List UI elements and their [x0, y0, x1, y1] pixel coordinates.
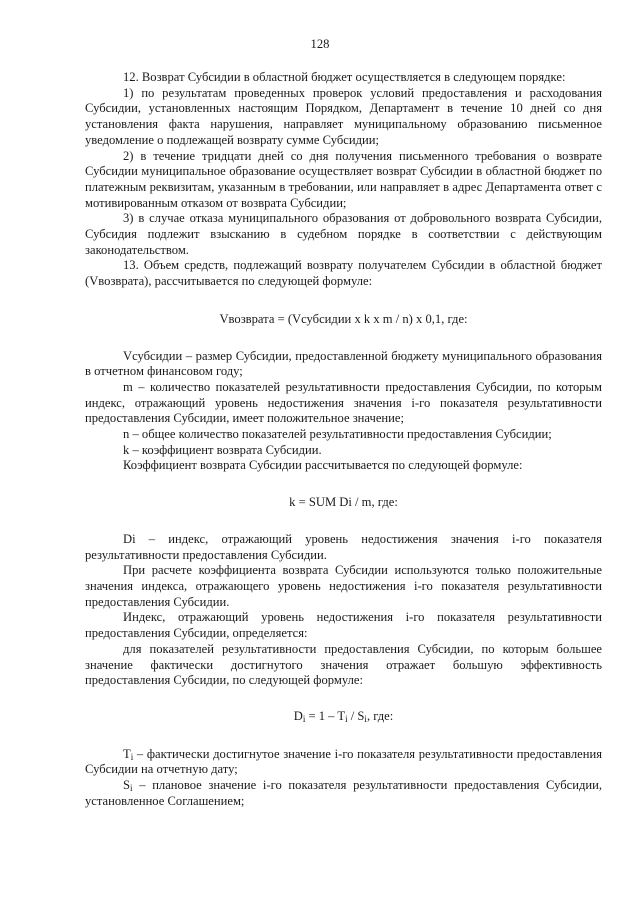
formula-v-return: Vвозврата = (Vсубсидии x k x m / n) x 0,1, где: — [219, 311, 468, 326]
paragraph-12: 12. Возврат Субсидии в областной бюджет осуществляется в следующем порядке: — [123, 70, 566, 84]
definition-m: m – количество показателей результативности предоставления Субсидии, по которым индекс, отражающий уровень недостижения значения i-го показателя результативности предоставления Субсидии, имеет положительное значение; — [85, 379, 602, 426]
definition-t-text: – фактически достигнутое значение i-го показателя результативности предоставления Субсидии на отчетную дату; — [85, 746, 602, 777]
paragraph-13: 13. Объем средств, подлежащий возврату получателем Субсидии в областной бюджет (Vвозврата), рассчитывается по следующей формуле: — [85, 258, 602, 289]
definition-v-subsidy: Vсубсидии – размер Субсидии, предоставленной бюджету муниципального образования в отчетном финансовом году; — [85, 348, 602, 379]
definition-t — [85, 747, 602, 778]
formula-di-d: D — [293, 708, 303, 723]
symbol-t-sub: i — [130, 751, 134, 762]
formula-k: k = SUM Di / m, где: — [289, 495, 398, 510]
formula-di-sub-3: i — [364, 713, 367, 724]
formula-di-tail: , где: — [366, 708, 394, 723]
index-rule: для показателей результативности предоставления Субсидии, по которым большее значение фактически достигнутого значения отражает большую эффективность предоставления Субсидии, по следующей формуле: — [85, 641, 602, 688]
k-formula-intro: Коэффициент возврата Субсидии рассчитывается по следующей формуле: — [123, 458, 523, 473]
paragraph-12-2: 2) в течение тридцати дней со дня получения письменного требования о возврате Субсидии муниципальное образование осуществляет возврат Субсидии в областной бюджет по платежным реквизитам, указанным в требовании, или направляет в адрес Департамента ответ с мотивированным отказом от возврата Субсидии; — [85, 148, 602, 210]
formula-di-slash: / S — [347, 708, 365, 723]
definition-di: Di – индекс, отражающий уровень недостижения значения i-го показателя результативности предоставления Субсидии. — [85, 531, 602, 562]
definition-k: k – коэффициент возврата Субсидии. — [123, 442, 322, 457]
paragraph-12-1: 1) по результатам проведенных проверок условий предоставления и расходования Субсидии, установленных настоящим Порядком, Департамент в течение 10 дней со дня установления факта нарушения, направляет муниципальному образованию письменное уведомление о подлежащей возврату сумме Субсидии; — [85, 85, 602, 147]
symbol-s: S — [123, 778, 131, 793]
formula-di-eq: = 1 – T — [305, 708, 346, 723]
definition-s — [85, 778, 602, 809]
paragraph-12-3: 3) в случае отказа муниципального образования от добровольного возврата Субсидии, Субсидия подлежит взысканию в судебном порядке в соответствии с действующим законодательством. — [85, 211, 602, 257]
definition-s-text: – плановое значение i-го показателя результативности предоставления Субсидии, установленное Соглашением; — [85, 778, 602, 808]
symbol-t: T — [123, 746, 131, 761]
calculation-note: При расчете коэффициента возврата Субсидии используются только положительные значения индекса, отражающего уровень недостижения i-го показателя результативности предоставления Субсидии. — [85, 563, 602, 609]
index-intro: Индекс, отражающий уровень недостижения i-го показателя результативности предоставления Субсидии, определяется: — [85, 610, 602, 641]
definition-n: n – общее количество показателей результативности предоставления Субсидии; — [123, 427, 552, 442]
formula-di-sub-2: i — [345, 713, 348, 724]
formula-di-sub-1: i — [302, 713, 306, 724]
symbol-s-sub: i — [130, 783, 133, 794]
formula-di — [85, 709, 602, 725]
page-number: 128 — [310, 37, 330, 51]
document-body — [85, 70, 602, 809]
